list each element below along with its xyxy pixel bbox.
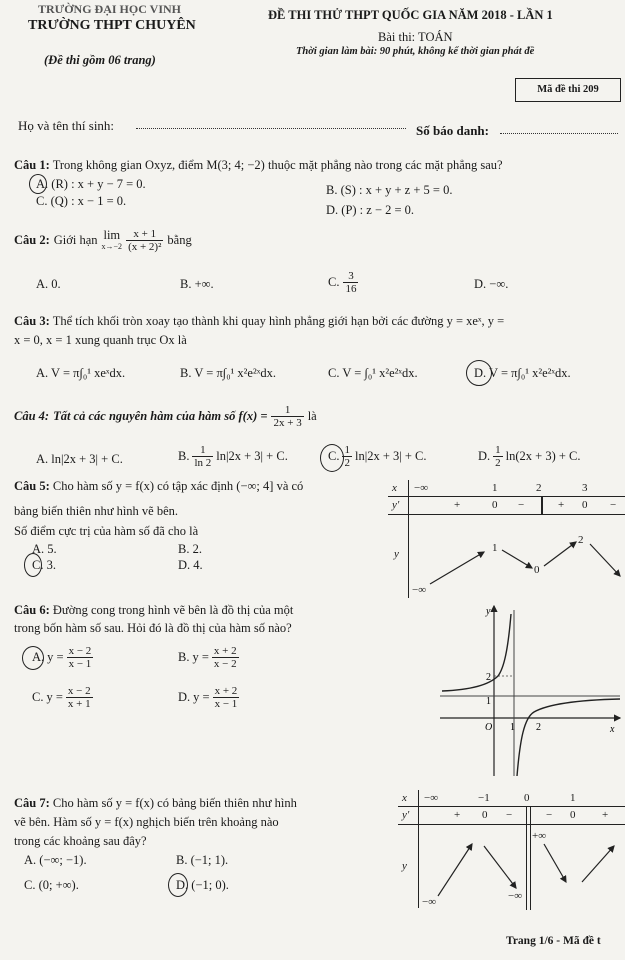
q4-numerator: 1: [271, 404, 303, 417]
q6-b-den: x − 2: [213, 658, 237, 670]
q6-d-yeq: y =: [193, 690, 210, 704]
question-4: [14, 404, 317, 429]
q1-text: Trong không gian Oxyz, điểm M(3; 4; −2) thuộc mặt phẳng nào trong các mặt phẳng sau?: [52, 158, 503, 172]
q5-yp-val: +: [454, 499, 461, 511]
q7-x-val: 0: [524, 792, 530, 804]
q6-graph: [438, 600, 625, 780]
q2-denominator: (x + 2)²: [128, 241, 162, 253]
q7-option-a[interactable]: A. (−∞; −1).: [24, 853, 87, 867]
q1-option-a[interactable]: A. (R) : x + y − 7 = 0.: [36, 177, 146, 191]
q4-option-a[interactable]: A. ln|2x + 3| + C.: [36, 452, 123, 466]
q4-b-num: 1: [192, 444, 213, 457]
q5-yp-val: 0: [582, 499, 588, 511]
q5-x-val: −∞: [414, 482, 429, 494]
q4-b-fraction: [192, 444, 213, 469]
q6-c-yeq: y =: [46, 690, 63, 704]
q5-y-val: 0: [534, 564, 540, 576]
question-7-line1: [14, 796, 297, 811]
q5-x-label: x: [392, 482, 397, 494]
exam-code: Mã đề thi 209: [537, 84, 599, 95]
q7-label: Câu 7:: [14, 796, 50, 810]
q7-yp-val: −: [546, 809, 553, 821]
q3-option-b[interactable]: B. V = π∫₀¹ x²e²ˣdx.: [180, 366, 276, 380]
q5-x-val: 3: [582, 482, 588, 494]
answer-mark-circle: [466, 360, 492, 386]
q4-fraction: [271, 404, 303, 429]
q7-yp-val: +: [602, 809, 609, 821]
q6-d-num: x + 2: [214, 685, 238, 697]
q4-text: Tất cả các nguyên hàm của hàm số f(x) =: [53, 409, 268, 423]
q2-text: Giới hạn: [53, 233, 98, 247]
q6-a-num: x − 2: [68, 645, 92, 657]
q4-c-den: 2: [344, 457, 350, 469]
q4-d-den: 2: [495, 457, 501, 469]
q2-label: Câu 2:: [14, 233, 50, 247]
exam-subject: Bài thi: TOÁN: [378, 30, 453, 44]
q2-tail: bằng: [167, 233, 192, 247]
q6-c-fraction: [66, 685, 93, 710]
q5-text1: Cho hàm số y = f(x) có tập xác định (−∞; 4] và có: [52, 479, 304, 493]
graph-tick-1y: 1: [486, 696, 491, 707]
q1-option-b[interactable]: B. (S) : x + y + z + 5 = 0.: [326, 183, 453, 197]
q4-b-label: B.: [178, 449, 190, 463]
exam-time: Thời gian làm bài: 90 phút, không kể thời gian phát đề: [296, 46, 535, 57]
question-1: [14, 158, 503, 173]
q7-x-label: x: [402, 792, 407, 804]
graph-tick-2: 2: [486, 672, 491, 683]
q5-yp-val: +: [558, 499, 565, 511]
q6-d-label: D.: [178, 690, 191, 704]
answer-mark-circle: [22, 646, 44, 670]
answer-mark-circle: [24, 553, 42, 577]
student-name-label: Họ và tên thí sinh:: [18, 118, 115, 133]
q6-d-fraction: [213, 685, 240, 710]
q6-b-label: B.: [178, 650, 190, 664]
answer-mark-circle: [320, 444, 344, 472]
q1-option-d[interactable]: D. (P) : z − 2 = 0.: [326, 203, 415, 217]
q6-b-yeq: y =: [192, 650, 209, 664]
q2-c-label: C.: [328, 275, 340, 289]
q6-b-num: x + 2: [213, 645, 237, 657]
q7-x-val: −∞: [424, 792, 439, 804]
q5-label: Câu 5:: [14, 479, 50, 493]
question-2: [14, 228, 192, 253]
question-5-line1: [14, 479, 303, 494]
q3-text1: Thể tích khối tròn xoay tạo thành khi quay hình phẳng giới hạn bởi các đường y = xeˣ, y =: [52, 314, 505, 328]
q6-option-c[interactable]: [32, 685, 93, 710]
q7-variation-table: [398, 790, 625, 910]
q5-yp-val: −: [518, 499, 525, 511]
q5-yp-val: −: [610, 499, 617, 511]
school-name: TRƯỜNG THPT CHUYÊN: [28, 18, 196, 33]
student-id-field[interactable]: [500, 133, 618, 134]
q5-x-val: 1: [492, 482, 498, 494]
q4-d-tail: ln(2x + 3) + C.: [505, 449, 581, 463]
q5-yp-val: 0: [492, 499, 498, 511]
q5-text2: bảng biến thiên như hình vẽ bên.: [14, 504, 179, 518]
q1-option-c[interactable]: C. (Q) : x − 1 = 0.: [36, 194, 127, 208]
q7-yp-label: y': [402, 809, 410, 821]
q4-d-label: D.: [478, 449, 491, 463]
q6-text1: Đường cong trong hình vẽ bên là đồ thị của một: [52, 603, 294, 617]
q5-yp-label: y': [392, 499, 400, 511]
graph-x-label: x: [610, 724, 615, 735]
q7-text3: trong các khoảng sau đây?: [14, 834, 147, 848]
q6-c-den: x + 1: [67, 698, 91, 710]
q2-limit: [101, 227, 123, 252]
q7-yp-val: +: [454, 809, 461, 821]
graph-origin: O: [485, 722, 493, 733]
q6-a-fraction: [67, 645, 94, 670]
q6-option-d[interactable]: [178, 685, 239, 710]
q7-option-c[interactable]: C. (0; +∞).: [24, 878, 79, 892]
q5-y-val: 1: [492, 542, 498, 554]
q6-label: Câu 6:: [14, 603, 50, 617]
q7-yp-val: −: [506, 809, 513, 821]
q2-option-b[interactable]: B. +∞.: [180, 277, 214, 291]
q6-text2: trong bốn hàm số sau. Hỏi đó là đồ thị của hàm số nào?: [14, 621, 292, 635]
q5-y-label: y: [394, 548, 399, 560]
q4-c-num: 1: [344, 444, 350, 456]
q2-option-d[interactable]: D. −∞.: [474, 277, 509, 291]
question-6-line1: [14, 603, 293, 618]
q5-variation-arrows: [388, 480, 625, 610]
q2-numerator: x + 1: [126, 228, 163, 241]
q4-d-fraction: [493, 444, 503, 469]
q3-label: Câu 3:: [14, 314, 50, 328]
answer-mark-circle: [168, 873, 188, 897]
q3-option-d[interactable]: D. V = π∫₀¹ x²e²ˣdx.: [474, 366, 571, 380]
q7-option-d[interactable]: D. (−1; 0).: [176, 878, 229, 892]
pages-note: (Đề thi gồm 06 trang): [44, 53, 156, 67]
q2-lim: lim: [103, 227, 121, 242]
q5-option-d[interactable]: D. 4.: [178, 558, 203, 572]
q5-option-b[interactable]: B. 2.: [178, 542, 202, 556]
q7-y-val: +∞: [532, 830, 547, 842]
q2-option-a[interactable]: A. 0.: [36, 277, 61, 291]
q5-text3: Số điểm cực trị của hàm số đã cho là: [14, 524, 199, 538]
graph-y-label: y: [486, 606, 491, 617]
q4-option-d[interactable]: [478, 444, 581, 469]
q7-y-label: y: [402, 860, 407, 872]
q4-tail: là: [307, 409, 317, 423]
q6-c-num: x − 2: [67, 685, 91, 697]
q4-label: Câu 4:: [14, 409, 50, 423]
q6-c-label: C.: [32, 690, 44, 704]
university-name: TRƯỜNG ĐẠI HỌC VINH: [38, 2, 182, 16]
q3-option-c[interactable]: C. V = ∫₀¹ x²e²ˣdx.: [328, 366, 418, 380]
student-id-label: Số báo danh:: [416, 123, 489, 138]
q5-y-val: 2: [578, 534, 584, 546]
q6-a-label: A.: [32, 650, 45, 664]
q4-b-tail: ln|2x + 3| + C.: [216, 449, 288, 463]
q2-option-c[interactable]: [328, 270, 358, 295]
q7-x-val: −1: [478, 792, 490, 804]
student-name-field[interactable]: [136, 128, 406, 129]
q4-c-label: C.: [328, 449, 340, 463]
page-footer: Trang 1/6 - Mã đề t: [506, 935, 601, 947]
graph-tick-1x: 1: [510, 722, 515, 733]
q2-lim-sub: x→−2: [101, 241, 123, 251]
q4-option-b[interactable]: [178, 444, 288, 469]
q2-fraction: [126, 228, 163, 253]
curve-right-branch: [517, 699, 620, 776]
exam-title: ĐỀ THI THỬ THPT QUỐC GIA NĂM 2018 - LẦN 1: [268, 8, 553, 22]
q7-yp-val: 0: [570, 809, 576, 821]
curve-left-branch: [442, 614, 511, 691]
q5-option-c[interactable]: C. 3.: [32, 558, 56, 572]
q6-a-den: x − 1: [68, 658, 92, 670]
q4-denominator: 2x + 3: [273, 417, 302, 429]
q7-yp-val: 0: [482, 809, 488, 821]
exam-code-box: [515, 78, 621, 102]
q3-text2: x = 0, x = 1 xung quanh trục Ox là: [14, 333, 187, 347]
q6-b-fraction: [212, 645, 239, 670]
graph-tick-2x: 2: [536, 722, 541, 733]
q6-a-yeq: y =: [47, 650, 64, 664]
question-3-line1: [14, 314, 504, 329]
q6-d-den: x − 1: [214, 698, 238, 710]
q7-y-val: −∞: [422, 896, 437, 908]
q3-option-a[interactable]: A. V = π∫₀¹ xeˣdx.: [36, 366, 126, 380]
q1-label: Câu 1:: [14, 158, 50, 172]
q5-option-a[interactable]: A. 5.: [32, 542, 57, 556]
answer-mark-circle: [29, 174, 47, 194]
q7-text1: Cho hàm số y = f(x) có bảng biến thiên như hình: [52, 796, 297, 810]
q2-c-fraction: [343, 270, 358, 295]
q2-c-den: 16: [345, 283, 357, 295]
q7-y-val: −∞: [508, 890, 523, 902]
q7-text2: vẽ bên. Hàm số y = f(x) nghịch biến trên khoảng nào: [14, 815, 279, 829]
q4-b-den: ln 2: [194, 457, 212, 469]
q7-option-b[interactable]: B. (−1; 1).: [176, 853, 229, 867]
q5-x-val: 2: [536, 482, 542, 494]
q4-c-tail: ln|2x + 3| + C.: [354, 449, 427, 463]
q7-x-val: 1: [570, 792, 576, 804]
q7-variation-arrows: [398, 790, 625, 910]
q5-y-val: −∞: [412, 584, 427, 596]
q5-variation-table: [388, 480, 625, 610]
q6-option-b[interactable]: [178, 645, 239, 670]
q4-d-num: 1: [495, 444, 501, 456]
q2-c-num: 3: [343, 270, 358, 283]
